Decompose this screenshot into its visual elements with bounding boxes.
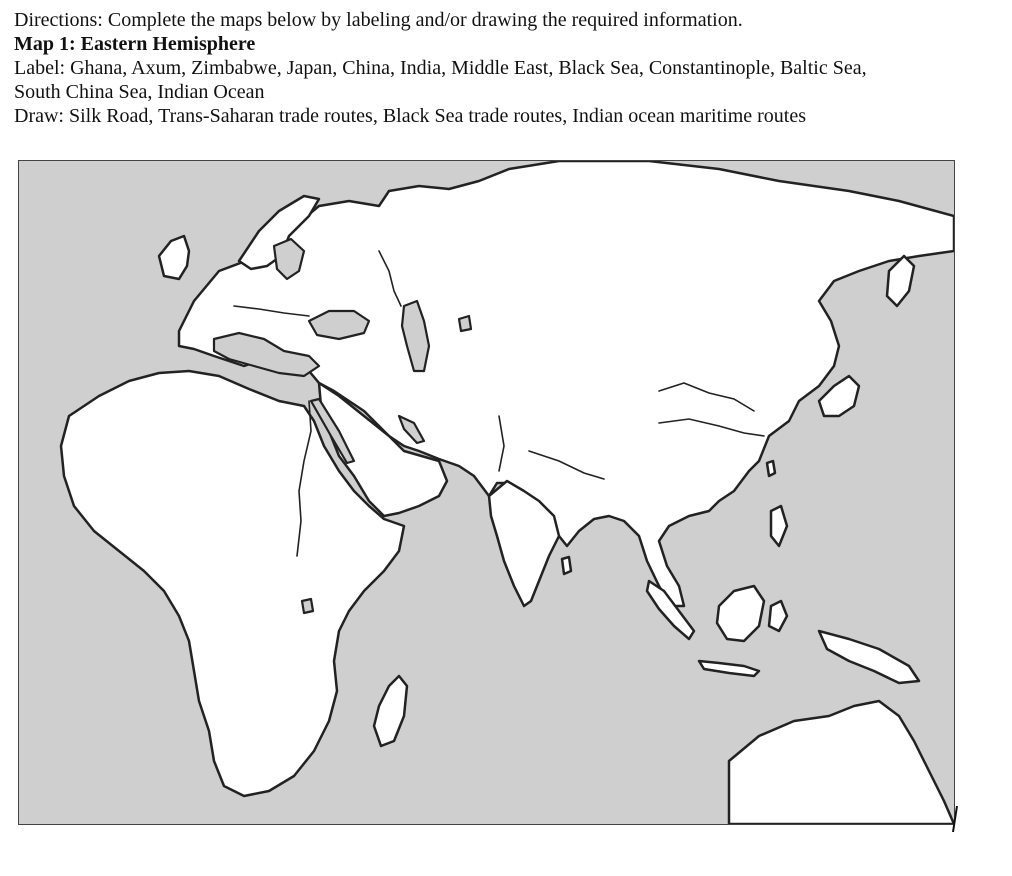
sulawesi-landmass xyxy=(769,601,787,631)
aral-sea xyxy=(459,316,471,331)
lake-victoria xyxy=(302,599,313,613)
directions-text: Directions: Complete the maps below by labeling and/or drawing the required information. xyxy=(14,9,743,31)
sakhalin-landmass xyxy=(887,256,914,306)
instructions-block xyxy=(14,8,999,128)
stray-pen-mark-icon xyxy=(952,806,958,832)
map-svg xyxy=(19,161,954,824)
borneo-landmass xyxy=(717,586,764,641)
draw-instructions: Draw: Silk Road, Trans-Saharan trade routes, Black Sea trade routes, Indian ocean maritime routes xyxy=(14,105,807,127)
britain-landmass xyxy=(159,236,189,279)
sri-lanka-landmass xyxy=(562,557,571,574)
taiwan-landmass xyxy=(767,461,775,476)
java-landmass xyxy=(699,661,759,676)
label-list-line-1: Label: Ghana, Axum, Zimbabwe, Japan, China, India, Middle East, Black Sea, Constantinople, Baltic Sea, xyxy=(14,57,867,79)
madagascar-landmass xyxy=(374,676,407,746)
eastern-hemisphere-map xyxy=(18,160,955,825)
philippines-landmass xyxy=(771,506,787,546)
japan-landmass xyxy=(819,376,859,416)
australia-landmass xyxy=(729,701,954,824)
label-list-line-2: South China Sea, Indian Ocean xyxy=(14,81,265,103)
map-title: Map 1: Eastern Hemisphere xyxy=(14,33,256,55)
new-guinea-landmass xyxy=(819,631,919,683)
